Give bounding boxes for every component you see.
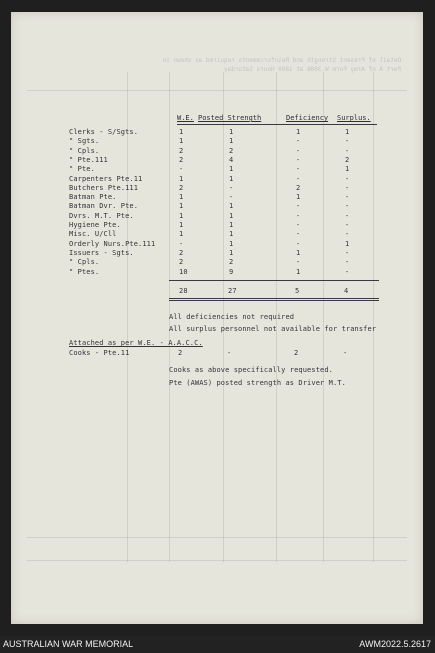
row-label: " Cpls. [69,146,100,155]
row-posted-value: 1 [229,202,234,211]
row-def-value: - [296,239,301,248]
row-sur-value: 2 [345,155,350,164]
row-sur-value: - [345,211,350,220]
row-label: Carpenters Pte.11 [69,174,143,183]
row-posted-value: 9 [229,267,234,276]
row-label: Hygiene Pte. [69,221,121,229]
row-def-value: - [296,174,301,183]
header-rule [177,124,377,125]
row-we-value: 1 [179,128,184,136]
attached-row-posted: - [227,349,232,357]
row-posted-value: 2 [229,146,234,155]
row-def-value: - [296,146,301,155]
row-def-value: 1 [296,267,301,276]
row-we-value: 2 [179,155,184,164]
row-we-value: 1 [179,221,184,229]
form-grid-line [127,72,128,562]
row-we-value: 2 [179,248,184,257]
attached-row-we: 2 [178,349,183,357]
row-label: Orderly Nurs.Pte.111 [69,239,156,248]
row-label: Clerks - S/Sgts. [69,128,139,136]
row-we-value: 1 [179,174,184,183]
row-sur-value: - [345,248,350,257]
row-we-value: - [179,239,184,248]
total-we: 28 [179,287,188,295]
row-def-value: - [296,165,301,174]
row-posted-value: 1 [229,230,234,239]
attached-row-deficiency: 2 [294,349,299,357]
row-label: Butchers Pte.111 [69,183,139,192]
totals-bottom-rule-double [169,300,379,301]
footer-accession-number: AWM2022.5.2617 [359,639,431,649]
footer-institution: AUSTRALIAN WAR MEMORIAL [3,639,134,649]
row-we-value: 2 [179,183,184,192]
totals-top-rule [169,280,379,281]
row-sur-value: - [345,202,350,211]
row-sur-value: 1 [345,239,350,248]
row-label: " Sgts. [69,137,100,146]
row-we-value: - [179,165,184,174]
totals-bottom-rule [169,298,379,299]
form-grid-line [27,537,407,538]
row-label: " Pte.111 [69,155,108,164]
form-grid-line [27,90,407,91]
row-label: Issuers - Sgts. [69,248,134,257]
attached-row-label: Cooks - Pte.11 [69,349,130,357]
row-sur-value: - [345,258,350,267]
row-label: Batman Dvr. Pte. [69,202,139,211]
total-surplus: 4 [344,287,349,295]
row-posted-value: 1 [229,128,234,136]
document-sheet [11,12,423,624]
row-def-value: 1 [296,193,301,202]
header-posted-strength: Posted Strength [198,114,262,122]
row-def-value: - [296,221,301,229]
row-def-value: - [296,202,301,211]
row-label: " Pte. [69,165,95,174]
row-we-value: 1 [179,193,184,202]
row-def-value: - [296,137,301,146]
row-we-value: 2 [179,258,184,267]
row-sur-value: - [345,174,350,183]
row-label: " Ptes. [69,267,100,276]
row-sur-value: - [345,267,350,276]
ghost-line: Part A of Army Form W.3008 at 1800 Hours Saturday [223,66,401,73]
remark-cooks: Cooks as above specifically requested. [169,366,333,374]
remark-awas: Pte (AWAS) posted strength as Driver M.T. [169,379,346,387]
row-we-value: 1 [179,137,184,146]
row-we-value: 1 [179,230,184,239]
row-def-value: 1 [296,128,301,136]
header-we: W.E. [177,114,194,122]
row-posted-value: - [229,193,234,202]
header-deficiency: Deficiency [286,114,329,122]
row-label: Dvrs. M.T. Pte. [69,211,134,220]
row-we-value: 10 [179,267,188,276]
row-sur-value: - [345,193,350,202]
row-posted-value: - [229,183,234,192]
form-grid-line [373,72,374,562]
note-surplus: All surplus personnel not available for transfer [169,325,377,333]
row-we-value: 2 [179,146,184,155]
row-def-value: - [296,211,301,220]
attached-heading: Attached as per W.E. - A.A.C.C. [69,339,203,347]
row-posted-value: 2 [229,258,234,267]
row-sur-value: - [345,183,350,192]
total-deficiency: 5 [295,287,300,295]
row-sur-value: - [345,146,350,155]
row-posted-value: 1 [229,174,234,183]
row-sur-value: 1 [345,165,350,174]
form-grid-line [27,560,407,561]
row-def-value: - [296,258,301,267]
row-we-value: 1 [179,211,184,220]
row-def-value: 2 [296,183,301,192]
row-posted-value: 1 [229,221,234,229]
row-posted-value: 1 [229,239,234,248]
row-posted-value: 1 [229,137,234,146]
row-sur-value: 1 [345,128,350,136]
row-label: " Cpls. [69,258,100,267]
attached-row-surplus: - [343,349,348,357]
ghost-line: Detail of Present Strength and Reinforcements required as shown in [162,57,401,64]
row-sur-value: - [345,230,350,239]
row-def-value: 1 [296,248,301,257]
row-posted-value: 1 [229,248,234,257]
bleed-through-text [51,56,401,74]
row-posted-value: 1 [229,211,234,220]
total-posted: 27 [228,287,237,295]
header-surplus: Surplus. [337,114,371,122]
form-grid-line [323,72,324,562]
row-we-value: 1 [179,202,184,211]
row-def-value: - [296,230,301,239]
row-label: Batman Pte. [69,193,117,202]
footer-bar [0,636,435,653]
row-sur-value: - [345,137,350,146]
note-deficiencies: All deficiencies not required [169,313,295,321]
row-sur-value: - [345,221,350,229]
row-posted-value: 1 [229,165,234,174]
row-def-value: - [296,155,301,164]
row-posted-value: 4 [229,155,234,164]
row-label: Misc. U/Cll [69,230,117,239]
